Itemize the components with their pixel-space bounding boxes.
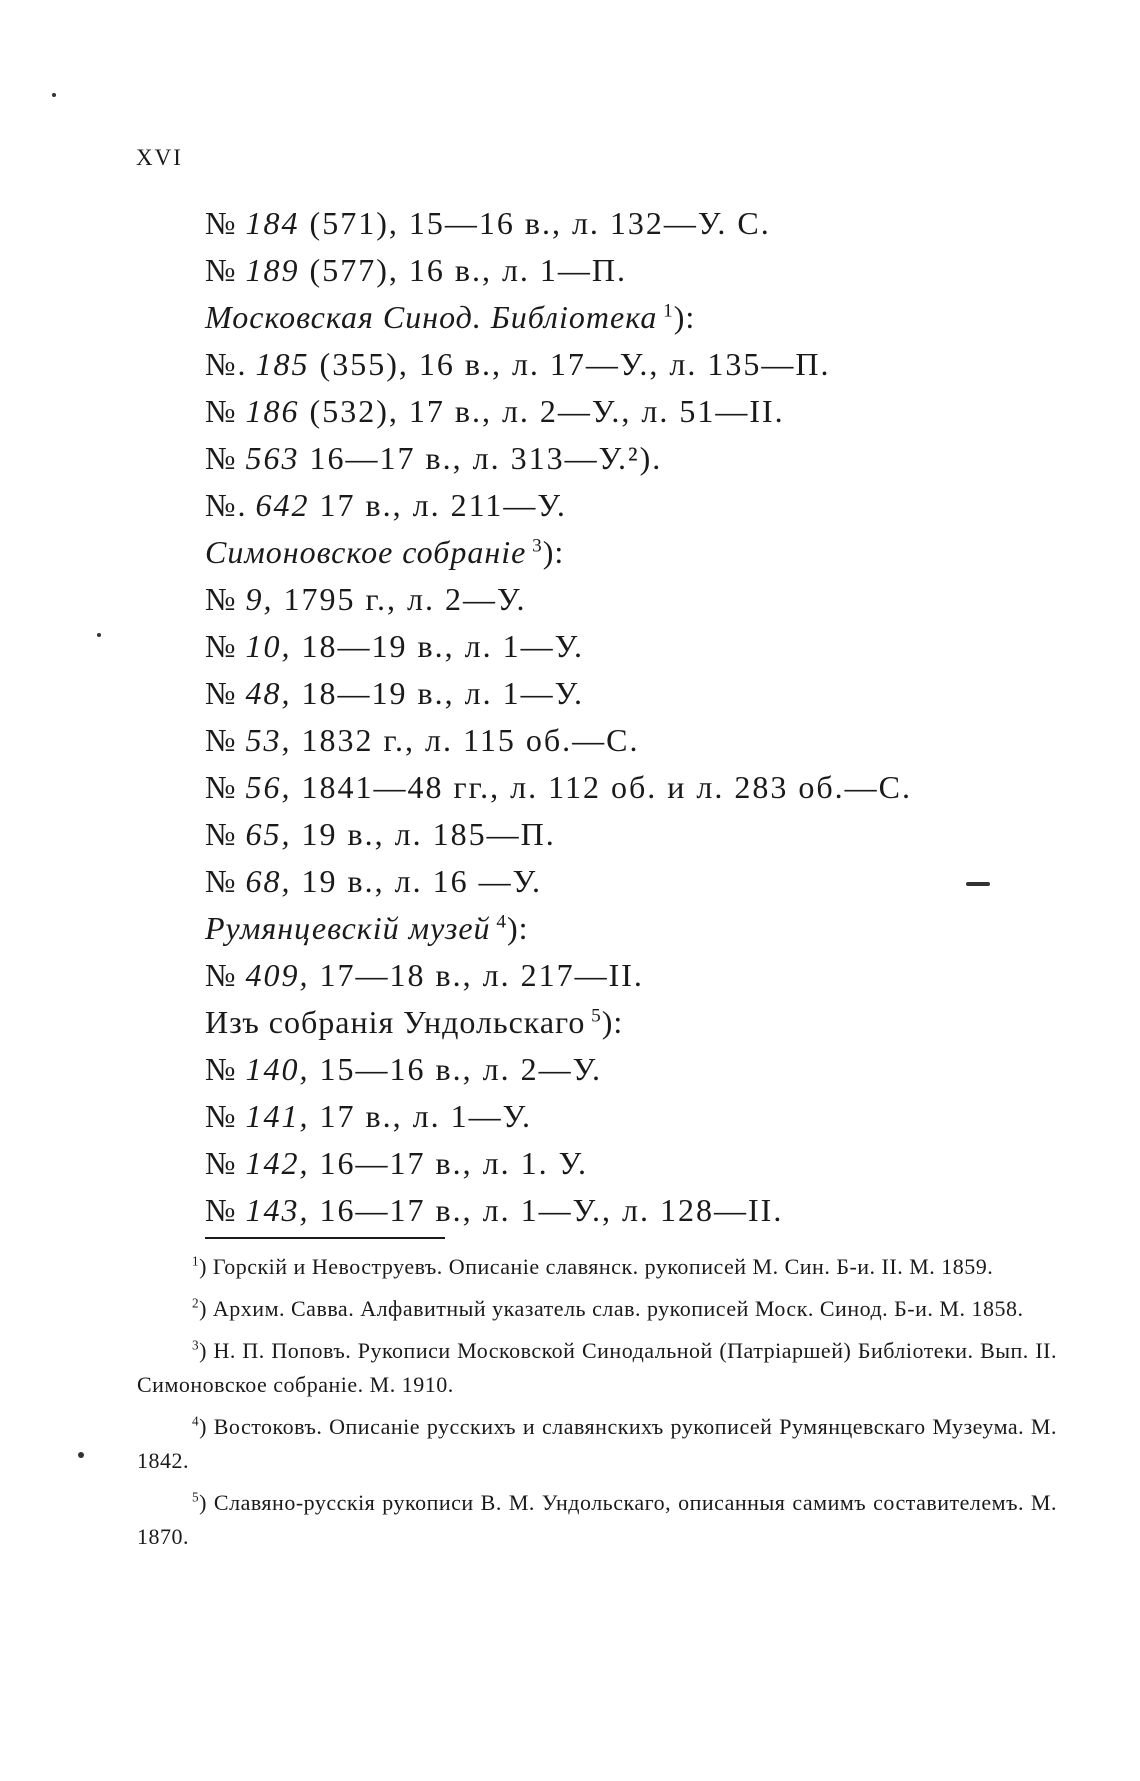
heading-punct: ): — [673, 299, 696, 335]
manuscript-entry — [205, 247, 1085, 294]
number-sign: № — [205, 957, 238, 993]
footnote — [137, 1292, 1057, 1326]
number-sign: № — [205, 581, 238, 617]
manuscript-details: 18—19 в., л. 1—У. — [291, 675, 585, 711]
number-sign: № — [205, 252, 238, 288]
manuscript-number: 189 — [245, 252, 300, 288]
footnote — [137, 1486, 1057, 1554]
manuscript-details: (355), 16 в., л. 17—У., л. 135—П. — [309, 346, 831, 382]
footnote-mark: 1 — [192, 1253, 200, 1269]
manuscript-number: 184 — [245, 205, 300, 241]
manuscript-details: 1832 г., л. 115 об.—С. — [291, 722, 640, 758]
manuscript-number: 10, — [245, 628, 292, 664]
heading-punct: ): — [601, 1004, 624, 1040]
number-sign: № — [205, 1098, 238, 1134]
footnote-indent — [137, 1296, 192, 1321]
manuscript-entry — [205, 811, 1085, 858]
manuscript-entry — [205, 341, 1085, 388]
manuscript-details: 16—17 в., л. 313—У.²). — [299, 440, 663, 476]
manuscript-details: 19 в., л. 16 —У. — [291, 863, 543, 899]
manuscript-entry — [205, 1140, 1085, 1187]
manuscript-number: 185 — [255, 346, 310, 382]
number-sign: № — [205, 816, 238, 852]
manuscript-number: 563 — [245, 440, 300, 476]
manuscript-entry — [205, 482, 1085, 529]
footnote-rule — [205, 1237, 445, 1239]
footnote-mark: 2 — [192, 1295, 200, 1311]
footnote-mark: 3 — [192, 1337, 200, 1353]
footnote-ref: 3 — [526, 535, 543, 557]
manuscript-details: (571), 15—16 в., л. 132—У. С. — [299, 205, 771, 241]
footnote-indent — [137, 1414, 192, 1439]
footnote-text: ) Горскій и Невоструевъ. Описаніе славянск. рукописей М. Син. Б-и. II. М. 1859. — [199, 1254, 994, 1279]
number-sign: № — [205, 1192, 238, 1228]
manuscript-list — [205, 200, 1085, 1234]
footnote-text: ) Н. П. Поповъ. Рукописи Московской Синодальной (Патріаршей) Библіотеки. Вып. II. Симоновское собраніе. М. 1910. — [137, 1338, 1057, 1397]
footnote-mark: 5 — [192, 1489, 200, 1505]
heading-punct: ): — [542, 534, 565, 570]
footnote-mark: 4 — [192, 1413, 200, 1429]
manuscript-entry — [205, 952, 1085, 999]
manuscript-number: 142, — [245, 1145, 310, 1181]
number-sign: № — [205, 205, 238, 241]
manuscript-entry — [205, 764, 1085, 811]
collection-heading — [205, 529, 1085, 576]
footnote-text: ) Славяно-русскія рукописи В. М. Ундольскаго, описанныя самимъ составителемъ. М. 1870. — [137, 1490, 1057, 1549]
manuscript-number: 9, — [245, 581, 274, 617]
manuscript-number: 409, — [245, 957, 310, 993]
manuscript-details: (577), 16 в., л. 1—П. — [299, 252, 628, 288]
manuscript-entry — [205, 576, 1085, 623]
number-sign: № — [205, 722, 238, 758]
manuscript-details: 16—17 в., л. 1. У. — [309, 1145, 589, 1181]
manuscript-number: 642 — [255, 487, 310, 523]
number-sign: № — [205, 769, 238, 805]
number-sign: № — [205, 863, 238, 899]
manuscript-entry — [205, 670, 1085, 717]
footnote-indent — [137, 1254, 192, 1279]
manuscript-details: 15—16 в., л. 2—У. — [309, 1051, 603, 1087]
footnote-indent — [137, 1490, 192, 1515]
footnote-text: ) Архим. Савва. Алфавитный указатель слав. рукописей Моск. Синод. Б-и. М. 1858. — [199, 1296, 1024, 1321]
collection-heading — [205, 999, 1085, 1046]
manuscript-number: 143, — [245, 1192, 310, 1228]
footnote — [137, 1250, 1057, 1284]
number-sign: №. — [205, 346, 248, 382]
manuscript-number: 53, — [245, 722, 292, 758]
heading-punct: ): — [506, 910, 529, 946]
manuscript-details: 17—18 в., л. 217—II. — [309, 957, 644, 993]
footnote — [137, 1334, 1057, 1402]
manuscript-entry — [205, 717, 1085, 764]
collection-title: Симоновское собраніе — [205, 534, 527, 570]
page-number: XVI — [136, 145, 183, 170]
manuscript-details: 17 в., л. 1—У. — [309, 1098, 533, 1134]
manuscript-number: 65, — [245, 816, 292, 852]
manuscript-entry — [205, 1187, 1085, 1234]
manuscript-number: 140, — [245, 1051, 310, 1087]
manuscript-details: 1795 г., л. 2—У. — [273, 581, 527, 617]
number-sign: № — [205, 1145, 238, 1181]
manuscript-details: 18—19 в., л. 1—У. — [291, 628, 585, 664]
manuscript-entry — [205, 858, 1085, 905]
manuscript-number: 48, — [245, 675, 292, 711]
manuscript-number: 68, — [245, 863, 292, 899]
footnote-ref: 1 — [657, 300, 674, 322]
manuscript-entry — [205, 435, 1085, 482]
number-sign: № — [205, 628, 238, 664]
footnote-indent — [137, 1338, 192, 1363]
manuscript-entry — [205, 623, 1085, 670]
manuscript-details: 16—17 в., л. 1—У., л. 128—II. — [309, 1192, 784, 1228]
footnotes — [137, 1250, 1057, 1562]
manuscript-number: 141, — [245, 1098, 310, 1134]
footnote-ref: 5 — [585, 1005, 602, 1027]
collection-title: Московская Синод. Библіотека — [205, 299, 658, 335]
manuscript-number: 186 — [245, 393, 300, 429]
manuscript-details: (532), 17 в., л. 2—У., л. 51—II. — [299, 393, 785, 429]
manuscript-entry — [205, 1093, 1085, 1140]
number-sign: №. — [205, 487, 248, 523]
manuscript-number: 56, — [245, 769, 292, 805]
collection-title: Изъ собранія Ундольскаго — [205, 1004, 586, 1040]
manuscript-details: 1841—48 гг., л. 112 об. и л. 283 об.—С. — [291, 769, 912, 805]
number-sign: № — [205, 1051, 238, 1087]
collection-heading — [205, 905, 1085, 952]
collection-title: Румянцевскій музей — [205, 910, 491, 946]
print-speck — [52, 93, 56, 97]
print-speck — [966, 882, 990, 886]
print-speck — [97, 633, 101, 637]
footnote — [137, 1410, 1057, 1478]
number-sign: № — [205, 440, 238, 476]
manuscript-entry — [205, 200, 1085, 247]
footnote-ref: 4 — [490, 911, 507, 933]
number-sign: № — [205, 675, 238, 711]
number-sign: № — [205, 393, 238, 429]
manuscript-entry — [205, 388, 1085, 435]
manuscript-details: 19 в., л. 185—П. — [291, 816, 556, 852]
manuscript-details: 17 в., л. 211—У. — [309, 487, 567, 523]
footnote-text: ) Востоковъ. Описаніе русскихъ и славянскихъ рукописей Румянцевскаго Музеума. М. 1842. — [137, 1414, 1057, 1473]
manuscript-entry — [205, 1046, 1085, 1093]
print-speck — [78, 1452, 84, 1458]
collection-heading — [205, 294, 1085, 341]
